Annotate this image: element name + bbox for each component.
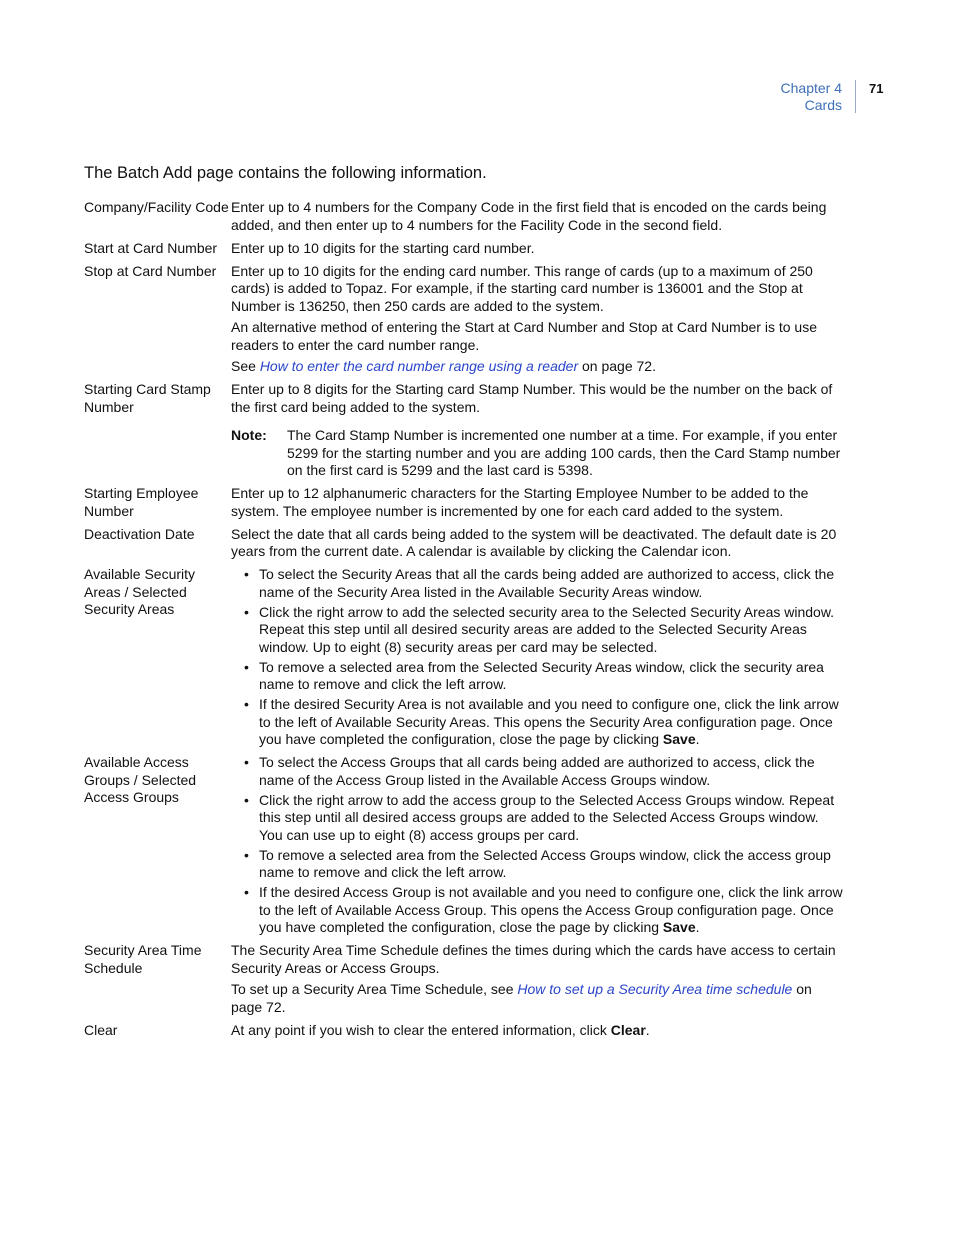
definition-row-start-card-number (84, 240, 844, 258)
description-paragraph (231, 1022, 844, 1040)
bold-term-save: Save (662, 919, 696, 935)
description-paragraph: An alternative method of entering the Start at Card Number and Stop at Card Number is to use readers to enter the card number range. (231, 319, 817, 353)
definition-row-security-area-time-schedule (84, 942, 844, 1016)
definition-term: Available Security Areas / Selected Security Areas (84, 566, 196, 617)
list-item (231, 566, 844, 601)
definition-row-stop-card-number (84, 263, 844, 376)
list-item (231, 792, 844, 845)
note-text: The Card Stamp Number is incremented one number at a time. For example, if you enter 5299 for the starting number and you are adding 100 cards, then the Card Stamp number on the first card is 5299 and the last card is 5398. (287, 427, 841, 478)
definition-term: Available Access Groups / Selected Access Groups (84, 754, 197, 805)
bullet-list (231, 754, 844, 937)
intro-text: The Batch Add page contains the following information. (84, 164, 487, 182)
bullet-list (231, 566, 844, 749)
text-run: . (695, 731, 700, 747)
definition-description (231, 526, 844, 561)
definition-row-company-facility-code (84, 199, 844, 234)
header-divider (855, 80, 856, 113)
definition-term: Security Area Time Schedule (84, 942, 202, 976)
list-item (231, 754, 844, 789)
definition-term: Stop at Card Number (84, 262, 217, 279)
definition-term: Start at Card Number (84, 239, 218, 256)
description-paragraph: Enter up to 10 digits for the ending card number. This range of cards (up to a maximum of 250 cards) is added to Topaz. For example, if the starting card number is 136001 and the Stop at Number is 136250, then 250 cards are added to the system. (231, 262, 813, 314)
bullet-glyph: • (244, 791, 249, 808)
card-range-reader-link[interactable]: How to enter the card number range using a reader (259, 358, 579, 374)
definition-description (231, 566, 844, 749)
definition-description (231, 381, 844, 480)
description-paragraph: The Security Area Time Schedule defines the times during which the cards have access to certain Security Areas or Access Groups. (231, 942, 836, 976)
description-paragraph: Enter up to 4 numbers for the Company Code in the first field that is encoded on the cards being added, and then enter up to 4 numbers for the Facility Code in the second field. (231, 199, 827, 233)
bullet-glyph: • (244, 658, 249, 675)
list-item-text: Click the right arrow to add the access group to the Selected Access Groups window. Repeat this step until all desired access groups are added to the Selected Access Groups window. You can use up to eight (8) access groups per card. (259, 791, 835, 843)
list-item (231, 884, 844, 937)
definition-term: Deactivation Date (84, 525, 195, 542)
list-item (231, 696, 844, 749)
definition-row-starting-employee-number (84, 485, 844, 520)
description-paragraph: Enter up to 10 digits for the starting card number. (231, 239, 535, 256)
definition-description (231, 754, 844, 937)
list-item (231, 847, 844, 882)
text-run: To set up a Security Area Time Schedule, see (231, 981, 518, 997)
bold-term-clear: Clear (610, 1021, 646, 1038)
bullet-glyph: • (244, 884, 249, 900)
page-number: 71 (869, 81, 884, 96)
time-schedule-link[interactable]: How to set up a Security Area time schedule (517, 981, 793, 997)
bullet-glyph: • (244, 754, 249, 770)
definition-description (231, 240, 844, 258)
text-run: on page 72. (231, 981, 812, 1015)
definition-row-starting-card-stamp-number (84, 381, 844, 480)
list-item-text: If the desired Access Group is not available and you need to configure one, click the link arrow to the left of Available Access Group. This opens the Access Group configuration page. Once you have completed the configuration, close the page by clicking (259, 884, 843, 935)
list-item-text: Click the right arrow to add the selected security area to the Selected Security Areas window. Repeat this step until all desired security areas are added to the Selected Security Areas window. Up to eight (8) security areas per card may be selected. (259, 603, 835, 655)
note-label: Note: (231, 427, 267, 443)
definition-description (231, 485, 844, 520)
bullet-glyph: • (244, 566, 249, 582)
note-block (231, 427, 844, 480)
bullet-glyph: • (244, 603, 249, 620)
definition-row-access-groups (84, 754, 844, 937)
definition-row-deactivation-date (84, 526, 844, 561)
definition-term: Starting Employee Number (84, 485, 199, 519)
description-paragraph (231, 358, 844, 376)
definition-term: Clear (84, 1021, 118, 1038)
text-run: on page 72. (578, 358, 656, 374)
text-run: See (231, 358, 260, 374)
field-definition-list (84, 199, 844, 1045)
list-item (231, 604, 844, 657)
definition-description (231, 942, 844, 1016)
list-item-text: To select the Security Areas that all the cards being added are authorized to access, click the name of the Security Area listed in the Available Security Areas window. (259, 566, 835, 600)
description-paragraph: Enter up to 8 digits for the Starting card Stamp Number. This would be the number on the back of the first card being added to the system. (231, 381, 833, 415)
definition-description (231, 263, 844, 376)
definition-term: Company/Facility Code (84, 199, 229, 215)
chapter-heading (720, 80, 842, 114)
bullet-glyph: • (244, 846, 249, 863)
list-item-text: To remove a selected area from the Selected Security Areas window, click the security area name to remove and click the left arrow. (259, 658, 824, 692)
text-run: At any point if you wish to clear the entered information, click (231, 1021, 611, 1038)
definition-row-security-areas (84, 566, 844, 749)
text-run: . (695, 919, 700, 935)
description-paragraph (231, 981, 844, 1016)
bullet-glyph: • (244, 696, 249, 712)
definition-term: Starting Card Stamp Number (84, 381, 211, 415)
section-label: Cards (804, 97, 842, 113)
bold-term-save: Save (662, 731, 696, 747)
list-item-text: To select the Access Groups that all cards being added are authorized to access, click the name of the Access Group listed in the Available Access Groups window. (259, 754, 815, 788)
definition-row-clear (84, 1022, 844, 1040)
chapter-label: Chapter 4 (780, 80, 842, 96)
description-paragraph: Select the date that all cards being added to the system will be deactivated. The default date is 20 years from the current date. A calendar is available by clicking the Calendar icon. (231, 525, 837, 559)
definition-description (231, 1022, 844, 1040)
list-item (231, 659, 844, 694)
text-run: . (645, 1021, 650, 1038)
list-item-text: To remove a selected area from the Selected Access Groups window, click the access group name to remove and click the left arrow. (259, 846, 831, 880)
definition-description (231, 199, 844, 234)
list-item-text: If the desired Security Area is not available and you need to configure one, click the link arrow to the left of Available Security Areas. This opens the Security Area configuration page. Once you have completed the configuration, close the page by clicking (259, 696, 839, 747)
description-paragraph: Enter up to 12 alphanumeric characters for the Starting Employee Number to be added to the system. The employee number is incremented by one for each card added to the system. (231, 485, 809, 519)
